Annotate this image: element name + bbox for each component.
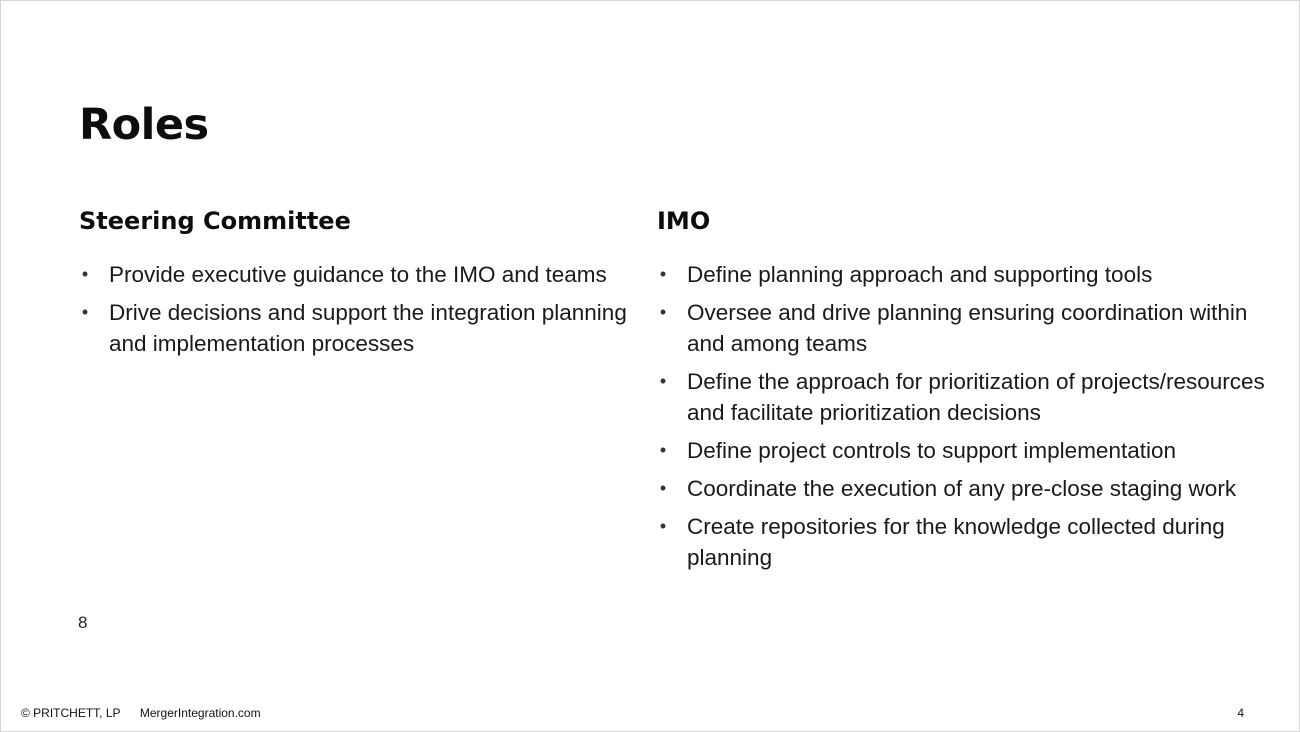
bullet-text: Coordinate the execution of any pre-close staging work <box>687 476 1237 501</box>
website-text: MergerIntegration.com <box>139 706 261 720</box>
bullet-icon: • <box>659 478 667 498</box>
list-item <box>657 473 1277 504</box>
steering-committee-list <box>79 259 639 359</box>
list-item <box>657 297 1277 359</box>
list-item <box>657 435 1277 466</box>
copyright-text: © PRITCHETT, LP <box>21 706 121 720</box>
list-item <box>657 259 1277 290</box>
bullet-icon: • <box>659 371 667 391</box>
imo-heading: IMO <box>657 207 711 235</box>
bullet-text: Oversee and drive planning ensuring coordination within and among teams <box>687 300 1248 356</box>
bullet-icon: • <box>659 440 667 460</box>
imo-column <box>657 204 1277 580</box>
steering-committee-heading: Steering Committee <box>79 207 351 235</box>
bullet-icon: • <box>659 264 667 284</box>
bullet-icon: • <box>659 516 667 536</box>
list-item <box>657 511 1277 573</box>
slide-title: Roles <box>79 100 209 150</box>
bullet-icon: • <box>659 302 667 322</box>
bullet-text: Define the approach for prioritization of projects/resources and facilitate prioritization decisions <box>687 369 1265 425</box>
page-number: 4 <box>1237 706 1244 720</box>
bullet-text: Define project controls to support implementation <box>687 438 1177 463</box>
steering-committee-column <box>79 204 639 366</box>
bullet-text: Create repositories for the knowledge collected during planning <box>687 514 1225 570</box>
imo-list <box>657 259 1277 573</box>
list-item <box>657 366 1277 428</box>
footer <box>21 704 277 722</box>
list-item <box>79 297 639 359</box>
bullet-icon: • <box>81 264 89 284</box>
bullet-text: Define planning approach and supporting tools <box>687 262 1153 287</box>
slide-number: 8 <box>78 613 88 632</box>
bullet-text: Drive decisions and support the integration planning and implementation processes <box>109 300 627 356</box>
bullet-icon: • <box>81 302 89 322</box>
bullet-text: Provide executive guidance to the IMO and teams <box>109 262 607 287</box>
list-item <box>79 259 639 290</box>
